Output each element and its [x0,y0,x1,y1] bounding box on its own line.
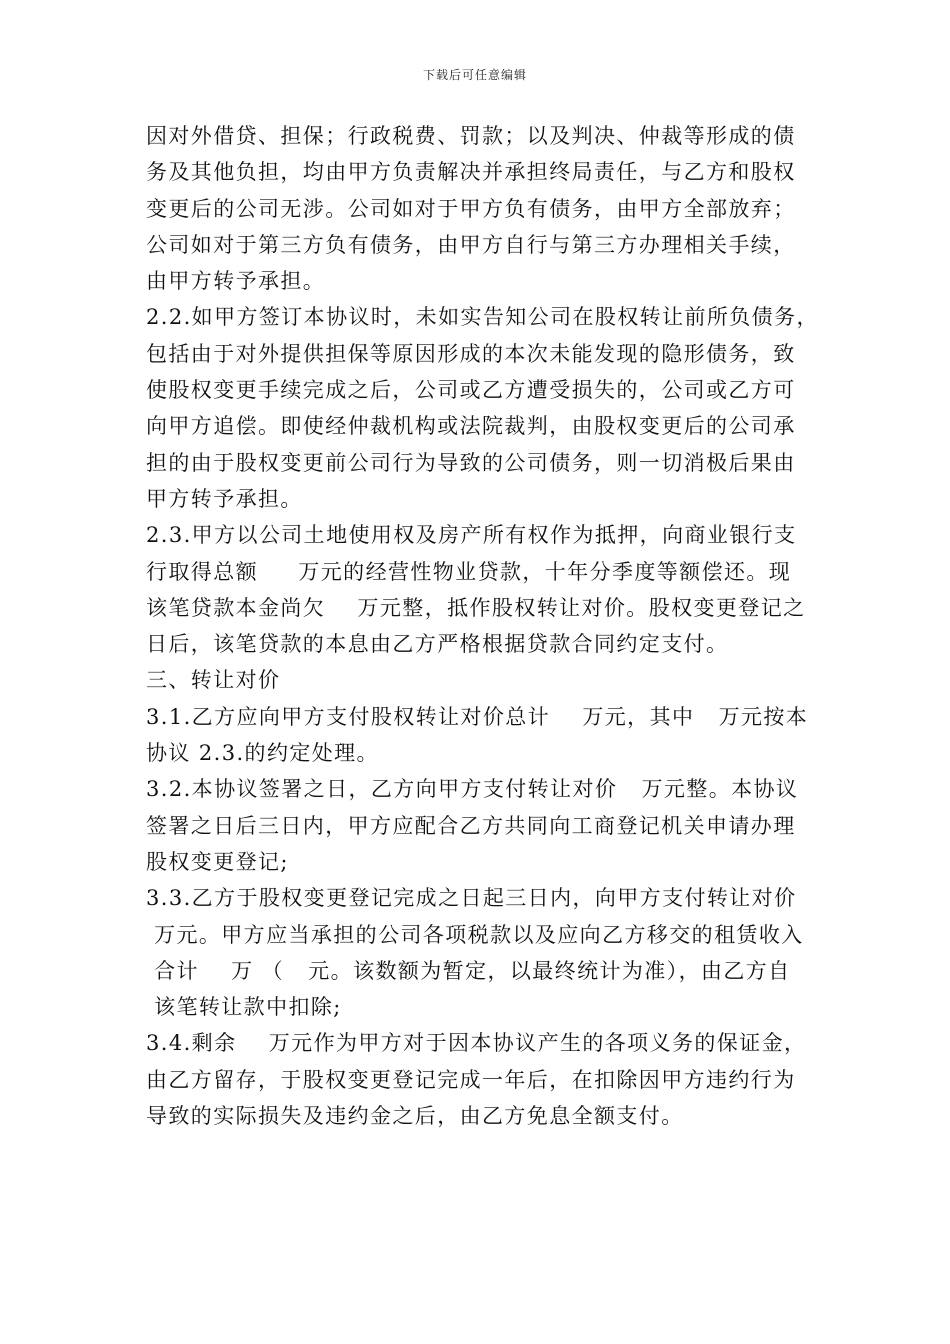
section-heading: 三、转让对价 [146,668,281,693]
text-line: 导致的实际损失及违约金之后，由乙方免息全额支付。 [146,1104,684,1129]
text-line: 担的由于股权变更前公司行为导致的公司债务，则一切消极后果由 [146,450,796,475]
text-line: 签署之日后三日内，甲方应配合乙方共同向工商登记机关申请办理 [146,813,796,838]
text-line: 行取得总额 万元的经营性物业贷款，十年分季度等额偿还。现 [146,559,792,584]
text-line: 甲方转予承担。 [146,486,303,511]
text-line: 股权变更登记; [146,849,289,874]
clause-3-4-line: 3.4.剩余 万元作为甲方对于因本协议产生的各项义务的保证金， [146,1031,807,1056]
clause-3-2-line: 3.2.本协议签署之日，乙方向甲方支付转让对价 万元整。本协议 [146,777,799,802]
text-line: 合计 万 （ 元。该数额为暂定，以最终统计为准），由乙方自 [146,958,791,983]
page-header: 下载后可任意编辑 [422,68,527,82]
text-line: 协议 2.3.的约定处理。 [146,741,379,766]
clause-2-3-line: 2.3.甲方以公司土地使用权及房产所有权作为抵押，向商业银行支 [146,523,797,548]
document-body [146,118,819,1134]
clause-2-2-line: 2.2.如甲方签订本协议时，未如实告知公司在股权转让前所负债务， [146,305,819,330]
clause-3-3-line: 3.3.乙方于股权变更登记完成之日起三日内，向甲方支付转让对价 [146,886,797,911]
text-line: 该笔贷款本金尚欠 万元整，抵作股权转让对价。股权变更登记之 [146,595,806,620]
text-line: 使股权变更手续完成之后，公司或乙方遭受损失的，公司或乙方可 [146,378,796,403]
text-line: 日后，该笔贷款的本息由乙方严格根据贷款合同约定支付。 [146,632,729,657]
text-line: 万元。甲方应当承担的公司各项税款以及应向乙方移交的租赁收入 [146,922,804,947]
text-line: 由乙方留存，于股权变更登记完成一年后，在扣除因甲方违约行为 [146,1067,796,1092]
text-line: 变更后的公司无涉。公司如对于甲方负有债务，由甲方全部放弃； [146,196,796,221]
text-line: 向甲方追偿。即使经仲裁机构或法院裁判，由股权变更后的公司承 [146,414,796,439]
text-line: 包括由于对外提供担保等原因形成的本次未能发现的隐形债务，致 [146,341,796,366]
text-line: 务及其他负担，均由甲方负责解决并承担终局责任，与乙方和股权 [146,160,796,185]
text-line: 因对外借贷、担保；行政税费、罚款；以及判决、仲裁等形成的债 [146,124,796,148]
text-line: 该笔转让款中扣除; [146,995,342,1020]
clause-3-1-line: 3.1.乙方应向甲方支付股权转让对价总计 万元，其中 万元按本 [146,704,809,729]
text-line: 公司如对于第三方负有债务，由甲方自行与第三方办理相关手续， [146,232,796,257]
text-line: 由甲方转予承担。 [146,269,326,294]
